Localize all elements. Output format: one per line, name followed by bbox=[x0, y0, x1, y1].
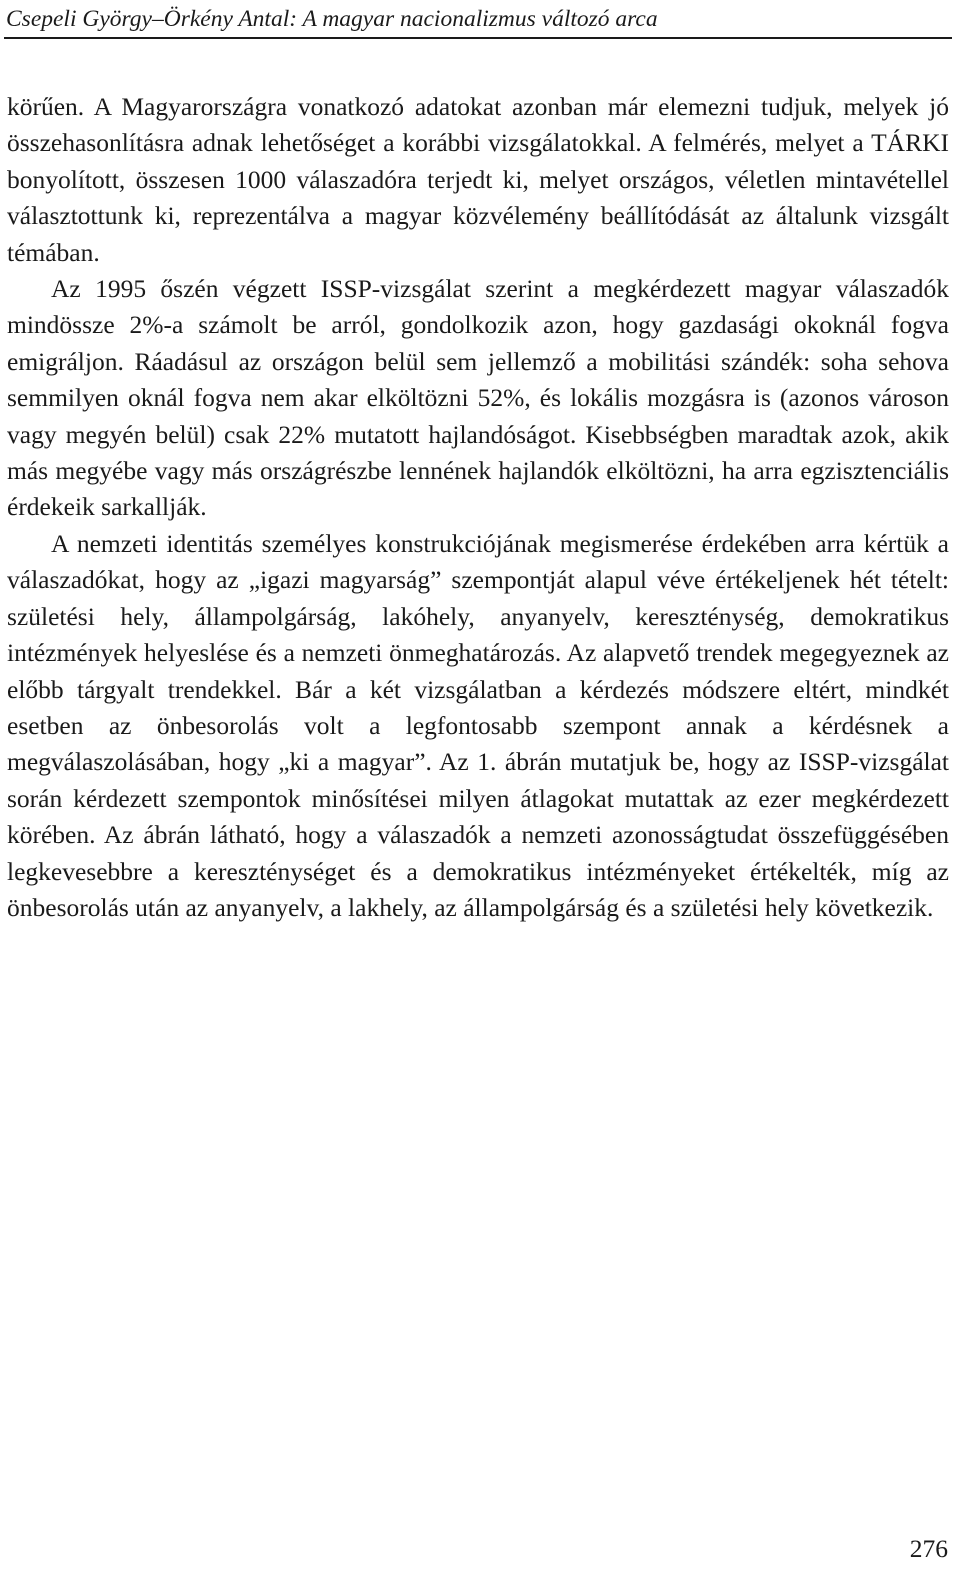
running-head: Csepeli György–Örkény Antal: A magyar nacionalizmus változó arca bbox=[6, 6, 658, 32]
paragraph-1: körűen. A Magyarországra vonatkozó adatokat azonban már elemezni tudjuk, melyek jó összehasonlításra adnak lehetőséget a korábbi vizsgálatokkal. A felmérés, melyet a TÁRKI bonyolított, összesen 1000 válaszadóra terjedt ki, melyet országos, véletlen mintavétellel választottunk ki, reprezentálva a magyar közvélemény beállítódását az általunk vizsgált témában. bbox=[7, 92, 949, 267]
page-number: 276 bbox=[909, 1534, 948, 1563]
header-rule bbox=[4, 37, 952, 39]
paragraph-2: Az 1995 őszén végzett ISSP-vizsgálat szerint a megkérdezett magyar válaszadók mindössze 2%-a számolt be arról, gondolkozik azon, hogy gazdasági okoknál fogva emigráljon. Ráadásul az országon belül sem jellemző a mobilitási szándék: soha sehova semmilyen oknál fogva nem akar elköltözni 52%, és lokális mozgásra is (azonos városon vagy megyén belül) csak 22% mutatott hajlandóságot. Kisebbségben maradtak azok, akik más megyébe vagy más országrészbe lennének hajlandók elköltözni, ha arra egzisztenciális érdekeik sarkallják. bbox=[7, 274, 949, 522]
body-text bbox=[7, 89, 949, 926]
paragraph-3: A nemzeti identitás személyes konstrukciójának megismerése érdekében arra kértük a válaszadókat, hogy az „igazi magyarság” szempontját alapul véve értékeljenek hét tételt: születési hely, állampolgárság, lakóhely, anyanyelv, kereszténység, demokratikus intézmények helyeslése és a nemzeti önmeghatározás. Az alapvető trendek megegyeznek az előbb tárgyalt trendekkel. Bár a két vizsgálatban a kérdezés módszere eltért, mindkét esetben az önbesorolás volt a legfontosabb szempont annak a kérdésnek a megválaszolásában, hogy „ki a magyar”. Az 1. ábrán mutatjuk be, hogy az ISSP-vizsgálat során kérdezett szempontok minősítései milyen átlagokat mutattak az ezer megkérdezett körében. Az ábrán látható, hogy a válaszadók a nemzeti azonosságtudat összefüggésében legkevesebbre a kereszténységet és a demokratikus intézményeket értékelték, míg az önbesorolás után az anyanyelv, a lakhely, az állampolgárság és a születési hely következik. bbox=[7, 528, 949, 922]
